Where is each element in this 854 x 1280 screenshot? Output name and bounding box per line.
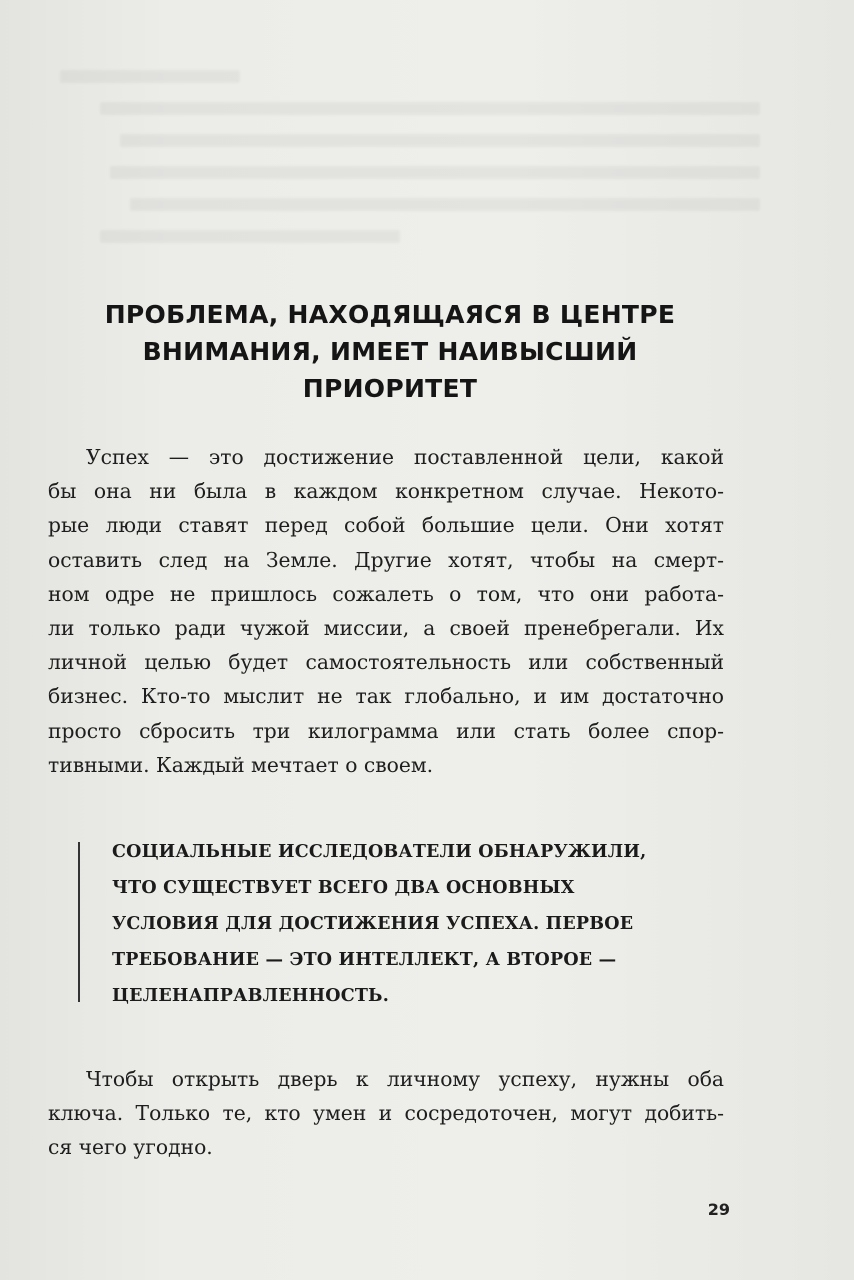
body-paragraph-2 — [48, 1062, 724, 1165]
text-line: ли только ради чужой миссии, а своей пренебрегали. Их — [48, 616, 724, 641]
text-line: бизнес. Кто-то мыслит не так глобально, и им достаточно — [48, 684, 724, 709]
quote-line: ЧТО СУЩЕСТВУЕТ ВСЕГО ДВА ОСНОВНЫХ — [112, 878, 575, 898]
text-line: рые люди ставят перед собой большие цели. Они хотят — [48, 513, 724, 538]
text-line: ном одре не пришлось сожалеть о том, что они работа- — [48, 581, 724, 606]
text-line: тивными. Каждый мечтает о своем. — [48, 752, 434, 777]
text-line: личной целью будет самостоятельность или собственный — [48, 650, 724, 675]
heading-line: ВНИМАНИЯ, ИМЕЕТ НАИВЫСШИЙ — [142, 337, 638, 366]
text-line: ключа. Только те, кто умен и сосредоточен, могут добить- — [48, 1101, 724, 1126]
text-line: просто сбросить три килограмма или стать более спор- — [48, 718, 724, 743]
bleed-through-text — [60, 70, 760, 262]
quote-line: СОЦИАЛЬНЫЕ ИССЛЕДОВАТЕЛИ ОБНАРУЖИЛИ, — [112, 842, 647, 862]
text-line: Чтобы открыть дверь к личному успеху, нужны оба — [86, 1067, 724, 1091]
text-line: бы она ни была в каждом конкретном случае. Некото- — [48, 479, 724, 504]
page-number: 29 — [707, 1200, 730, 1219]
heading-line: ПРИОРИТЕТ — [302, 374, 478, 403]
pull-quote — [112, 834, 712, 1014]
text-line: ся чего угодно. — [48, 1135, 213, 1160]
text-line: оставить след на Земле. Другие хотят, чтобы на смерт- — [48, 547, 724, 572]
quote-line: ЦЕЛЕНАПРАВЛЕННОСТЬ. — [112, 986, 389, 1006]
quote-line: ТРЕБОВАНИЕ — ЭТО ИНТЕЛЛЕКТ, А ВТОРОЕ — — [112, 950, 617, 970]
quote-line: УСЛОВИЯ ДЛЯ ДОСТИЖЕНИЯ УСПЕХА. ПЕРВОЕ — [112, 914, 634, 934]
heading-line: ПРОБЛЕМА, НАХОДЯЩАЯСЯ В ЦЕНТРЕ — [104, 300, 676, 329]
quote-bar — [78, 842, 80, 1002]
body-paragraph-1 — [48, 440, 724, 782]
section-heading — [70, 296, 710, 407]
text-line: Успех — это достижение поставленной цели, какой — [86, 445, 724, 469]
